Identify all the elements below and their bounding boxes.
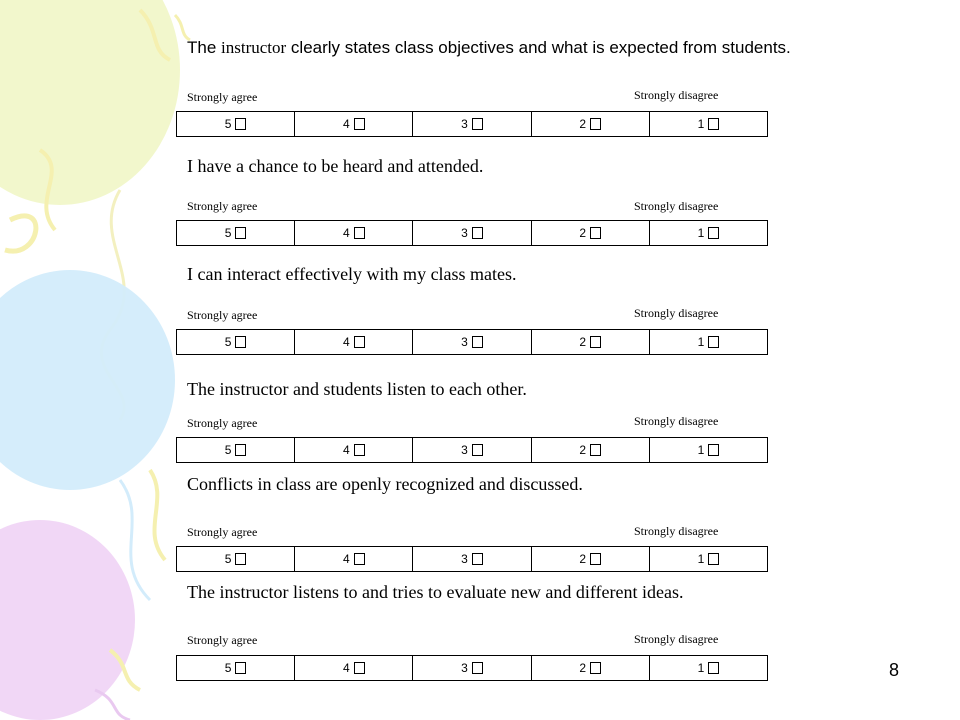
question-3-option-5[interactable]: 5	[177, 330, 295, 354]
checkbox-icon[interactable]	[708, 553, 719, 565]
checkbox-icon[interactable]	[472, 662, 483, 674]
checkbox-icon[interactable]	[472, 444, 483, 456]
question-5-strongly-agree-label: Strongly agree	[187, 525, 258, 539]
checkbox-icon[interactable]	[472, 336, 483, 348]
question-1-text-instructor: instructor	[221, 38, 287, 57]
question-1-text-end: clearly states class objectives and what is expected from students.	[286, 38, 791, 57]
question-5-option-5[interactable]: 5	[177, 547, 295, 571]
question-2-option-3[interactable]: 3	[413, 221, 531, 245]
checkbox-icon[interactable]	[472, 118, 483, 130]
checkbox-icon[interactable]	[354, 444, 365, 456]
checkbox-icon[interactable]	[235, 336, 246, 348]
question-5-strongly-disagree-label: Strongly disagree	[634, 524, 719, 538]
question-4-strongly-agree-label: Strongly agree	[187, 416, 258, 430]
question-4-strongly-disagree-label: Strongly disagree	[634, 414, 719, 428]
question-3-option-3[interactable]: 3	[413, 330, 531, 354]
checkbox-icon[interactable]	[708, 227, 719, 239]
question-5-option-4[interactable]: 4	[295, 547, 413, 571]
question-2-option-4[interactable]: 4	[295, 221, 413, 245]
question-3-strongly-disagree-label: Strongly disagree	[634, 306, 719, 320]
checkbox-icon[interactable]	[354, 336, 365, 348]
question-1-strongly-agree-label: Strongly agree	[187, 90, 258, 104]
checkbox-icon[interactable]	[590, 662, 601, 674]
checkbox-icon[interactable]	[590, 553, 601, 565]
checkbox-icon[interactable]	[590, 227, 601, 239]
checkbox-icon[interactable]	[235, 553, 246, 565]
question-4-option-1[interactable]: 1	[650, 438, 767, 462]
question-4-option-3[interactable]: 3	[413, 438, 531, 462]
checkbox-icon[interactable]	[472, 227, 483, 239]
checkbox-icon[interactable]	[235, 662, 246, 674]
checkbox-icon[interactable]	[708, 662, 719, 674]
question-6-text: The instructor listens to and tries to evaluate new and different ideas.	[187, 582, 684, 602]
question-4-option-4[interactable]: 4	[295, 438, 413, 462]
question-2-text: I have a chance to be heard and attended.	[187, 156, 484, 176]
question-5-option-1[interactable]: 1	[650, 547, 767, 571]
question-3-option-2[interactable]: 2	[532, 330, 650, 354]
question-5-option-2[interactable]: 2	[532, 547, 650, 571]
checkbox-icon[interactable]	[708, 336, 719, 348]
checkbox-icon[interactable]	[235, 227, 246, 239]
checkbox-icon[interactable]	[354, 553, 365, 565]
question-1-text-start: The	[187, 38, 222, 57]
question-2-strongly-agree-label: Strongly agree	[187, 199, 258, 213]
question-1-option-3[interactable]: 3	[413, 112, 531, 136]
question-3-text: I can interact effectively with my class mates.	[187, 264, 517, 284]
question-6-option-5[interactable]: 5	[177, 656, 295, 680]
question-6-strongly-agree-label: Strongly agree	[187, 633, 258, 647]
question-5-text: Conflicts in class are openly recognized and discussed.	[187, 474, 583, 494]
question-4-option-5[interactable]: 5	[177, 438, 295, 462]
checkbox-icon[interactable]	[708, 118, 719, 130]
question-1-option-4[interactable]: 4	[295, 112, 413, 136]
question-1-strongly-disagree-label: Strongly disagree	[634, 88, 719, 102]
question-1-rating-scale	[176, 111, 768, 137]
question-4-text: The instructor and students listen to each other.	[187, 379, 527, 399]
question-2-strongly-disagree-label: Strongly disagree	[634, 199, 719, 213]
checkbox-icon[interactable]	[472, 553, 483, 565]
question-1-option-2[interactable]: 2	[532, 112, 650, 136]
checkbox-icon[interactable]	[354, 227, 365, 239]
question-2-option-2[interactable]: 2	[532, 221, 650, 245]
question-3-rating-scale	[176, 329, 768, 355]
question-3-option-1[interactable]: 1	[650, 330, 767, 354]
question-1-option-5[interactable]: 5	[177, 112, 295, 136]
checkbox-icon[interactable]	[590, 118, 601, 130]
question-6-option-4[interactable]: 4	[295, 656, 413, 680]
question-6-option-3[interactable]: 3	[413, 656, 531, 680]
question-6-strongly-disagree-label: Strongly disagree	[634, 632, 719, 646]
question-6-rating-scale	[176, 655, 768, 681]
checkbox-icon[interactable]	[708, 444, 719, 456]
question-2-option-5[interactable]: 5	[177, 221, 295, 245]
question-1-option-1[interactable]: 1	[650, 112, 767, 136]
question-3-strongly-agree-label: Strongly agree	[187, 308, 258, 322]
checkbox-icon[interactable]	[590, 336, 601, 348]
question-3-option-4[interactable]: 4	[295, 330, 413, 354]
checkbox-icon[interactable]	[590, 444, 601, 456]
checkbox-icon[interactable]	[354, 662, 365, 674]
question-5-option-3[interactable]: 3	[413, 547, 531, 571]
checkbox-icon[interactable]	[354, 118, 365, 130]
question-4-option-2[interactable]: 2	[532, 438, 650, 462]
question-1-text	[187, 38, 791, 58]
checkbox-icon[interactable]	[235, 118, 246, 130]
question-6-option-1[interactable]: 1	[650, 656, 767, 680]
question-6-option-2[interactable]: 2	[532, 656, 650, 680]
checkbox-icon[interactable]	[235, 444, 246, 456]
question-5-rating-scale	[176, 546, 768, 572]
question-2-option-1[interactable]: 1	[650, 221, 767, 245]
question-4-rating-scale	[176, 437, 768, 463]
page-number: 8	[889, 660, 900, 680]
question-2-rating-scale	[176, 220, 768, 246]
